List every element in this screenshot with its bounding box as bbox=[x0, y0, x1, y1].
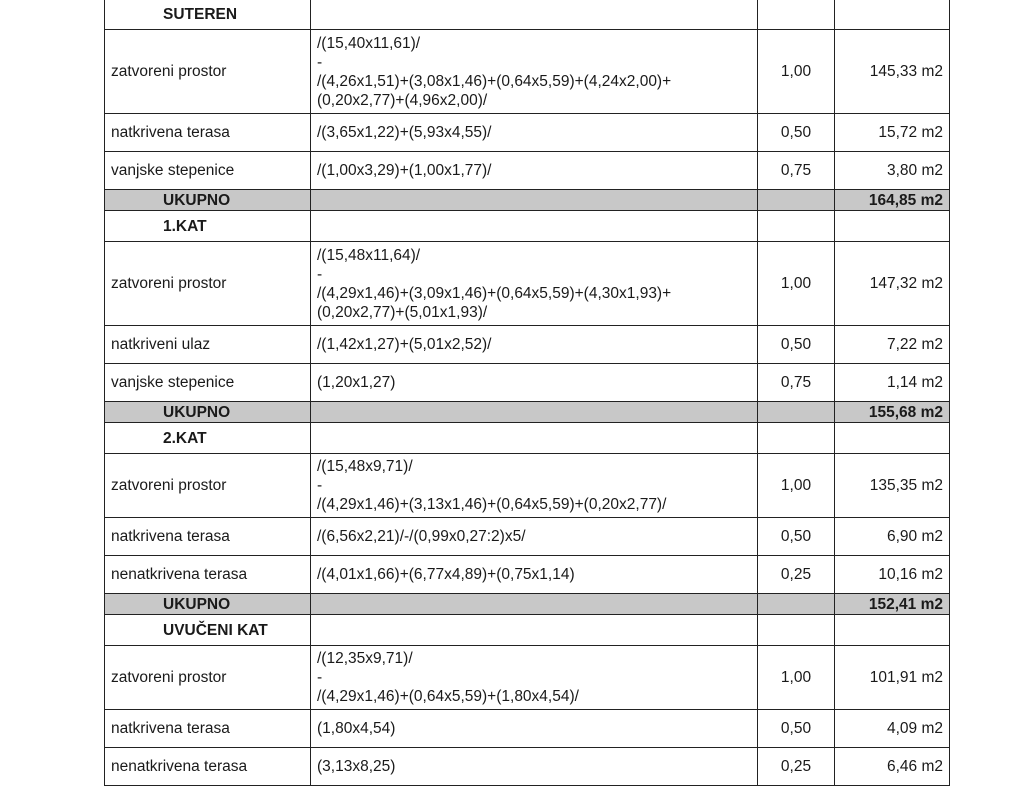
calculation-line: /(12,35x9,71)/ bbox=[317, 650, 413, 667]
coefficient-cell: 1,00 bbox=[758, 454, 835, 518]
section-header bbox=[105, 211, 950, 242]
table-row bbox=[105, 242, 950, 326]
table-row bbox=[105, 326, 950, 364]
calculation-cell bbox=[311, 326, 758, 364]
area-cell: 6,90 m2 bbox=[835, 518, 950, 556]
section-header-cell bbox=[311, 211, 758, 242]
space-name-cell: zatvoreni prostor bbox=[105, 454, 311, 518]
table-row bbox=[105, 518, 950, 556]
calculation-line: /(4,29x1,46)+(3,13x1,46)+(0,64x5,59)+(0,20x2,77)/ bbox=[317, 496, 667, 513]
section-title: UVUČENI KAT bbox=[105, 615, 311, 646]
calculation-line: /(15,48x11,64)/ bbox=[317, 246, 421, 264]
total-empty-cell bbox=[758, 402, 835, 423]
table-row bbox=[105, 114, 950, 152]
coefficient-cell: 0,50 bbox=[758, 326, 835, 364]
table-row bbox=[105, 748, 950, 786]
total-row bbox=[105, 594, 950, 615]
section-header-cell bbox=[311, 423, 758, 454]
space-name-cell: zatvoreni prostor bbox=[105, 242, 311, 326]
calculation-line: /(15,48x9,71)/ bbox=[317, 458, 413, 475]
calculation-cell bbox=[311, 242, 758, 326]
calculation-line: - bbox=[317, 53, 323, 71]
total-empty-cell bbox=[311, 190, 758, 211]
coefficient-cell: 0,25 bbox=[758, 556, 835, 594]
section-header-cell bbox=[835, 423, 950, 454]
area-cell: 7,22 m2 bbox=[835, 326, 950, 364]
section-header bbox=[105, 423, 950, 454]
calculation-line: /(4,26x1,51)+(3,08x1,46)+(0,64x5,59)+(4,24x2,00)+ bbox=[317, 72, 672, 90]
section-header bbox=[105, 0, 950, 30]
section-title: SUTEREN bbox=[105, 0, 311, 30]
area-table-body bbox=[105, 0, 950, 786]
area-cell: 147,32 m2 bbox=[835, 242, 950, 326]
total-row bbox=[105, 402, 950, 423]
area-cell: 1,14 m2 bbox=[835, 364, 950, 402]
calculation-line: - bbox=[317, 669, 323, 686]
calculation-line: (1,20x1,27) bbox=[317, 374, 396, 391]
calculation-cell bbox=[311, 454, 758, 518]
coefficient-cell: 1,00 bbox=[758, 30, 835, 114]
area-cell: 10,16 m2 bbox=[835, 556, 950, 594]
calculation-line: /(4,29x1,46)+(0,64x5,59)+(1,80x4,54)/ bbox=[317, 688, 579, 705]
total-empty-cell bbox=[758, 594, 835, 615]
coefficient-cell: 1,00 bbox=[758, 242, 835, 326]
coefficient-cell: 0,50 bbox=[758, 114, 835, 152]
area-cell: 135,35 m2 bbox=[835, 454, 950, 518]
section-header-cell bbox=[758, 0, 835, 30]
calculation-line: /(1,00x3,29)+(1,00x1,77)/ bbox=[317, 162, 492, 179]
calculation-line: /(15,40x11,61)/ bbox=[317, 34, 421, 52]
calculation-cell bbox=[311, 556, 758, 594]
total-empty-cell bbox=[311, 594, 758, 615]
total-label: UKUPNO bbox=[105, 594, 311, 615]
calculation-line: /(4,29x1,46)+(3,09x1,46)+(0,64x5,59)+(4,30x1,93)+ bbox=[317, 284, 672, 302]
total-row bbox=[105, 190, 950, 211]
section-header-cell bbox=[311, 615, 758, 646]
coefficient-cell: 1,00 bbox=[758, 646, 835, 710]
space-name-cell: natkrivena terasa bbox=[105, 518, 311, 556]
total-value: 164,85 m2 bbox=[835, 190, 950, 211]
coefficient-cell: 0,50 bbox=[758, 518, 835, 556]
area-cell: 101,91 m2 bbox=[835, 646, 950, 710]
total-label: UKUPNO bbox=[105, 190, 311, 211]
calculation-line: - bbox=[317, 477, 323, 494]
space-name-cell: nenatkrivena terasa bbox=[105, 556, 311, 594]
space-name-cell: zatvoreni prostor bbox=[105, 646, 311, 710]
table-row bbox=[105, 710, 950, 748]
area-cell: 15,72 m2 bbox=[835, 114, 950, 152]
space-name-cell: zatvoreni prostor bbox=[105, 30, 311, 114]
area-cell: 4,09 m2 bbox=[835, 710, 950, 748]
section-title: 1.KAT bbox=[105, 211, 311, 242]
coefficient-cell: 0,25 bbox=[758, 748, 835, 786]
space-name-cell: vanjske stepenice bbox=[105, 152, 311, 190]
space-name-cell: natkriveni ulaz bbox=[105, 326, 311, 364]
total-value: 155,68 m2 bbox=[835, 402, 950, 423]
calculation-cell bbox=[311, 114, 758, 152]
calculation-cell bbox=[311, 518, 758, 556]
calculation-line: (0,20x2,77)+(5,01x1,93)/ bbox=[317, 303, 488, 321]
space-name-cell: nenatkrivena terasa bbox=[105, 748, 311, 786]
calculation-cell bbox=[311, 364, 758, 402]
coefficient-cell: 0,50 bbox=[758, 710, 835, 748]
section-header-cell bbox=[835, 211, 950, 242]
coefficient-cell: 0,75 bbox=[758, 364, 835, 402]
calculation-line: (0,20x2,77)+(4,96x2,00)/ bbox=[317, 91, 488, 109]
calculation-line: /(4,01x1,66)+(6,77x4,89)+(0,75x1,14) bbox=[317, 566, 575, 583]
area-cell: 3,80 m2 bbox=[835, 152, 950, 190]
section-header-cell bbox=[758, 423, 835, 454]
calculation-cell bbox=[311, 710, 758, 748]
table-row bbox=[105, 556, 950, 594]
calculation-line: (3,13x8,25) bbox=[317, 758, 396, 775]
area-cell: 6,46 m2 bbox=[835, 748, 950, 786]
calculation-line: /(6,56x2,21)/-/(0,99x0,27:2)x5/ bbox=[317, 528, 526, 545]
total-empty-cell bbox=[311, 402, 758, 423]
section-header-cell bbox=[835, 615, 950, 646]
section-header-cell bbox=[835, 0, 950, 30]
space-name-cell: natkrivena terasa bbox=[105, 710, 311, 748]
calculation-line: - bbox=[317, 265, 323, 283]
table-row bbox=[105, 364, 950, 402]
section-header-cell bbox=[311, 0, 758, 30]
section-header-cell bbox=[758, 211, 835, 242]
table-row bbox=[105, 152, 950, 190]
total-value: 152,41 m2 bbox=[835, 594, 950, 615]
calculation-line: /(1,42x1,27)+(5,01x2,52)/ bbox=[317, 336, 492, 353]
table-row bbox=[105, 30, 950, 114]
calculation-cell bbox=[311, 748, 758, 786]
table-row bbox=[105, 646, 950, 710]
section-header-cell bbox=[758, 615, 835, 646]
space-name-cell: natkrivena terasa bbox=[105, 114, 311, 152]
coefficient-cell: 0,75 bbox=[758, 152, 835, 190]
section-title: 2.KAT bbox=[105, 423, 311, 454]
calculation-line: /(3,65x1,22)+(5,93x4,55)/ bbox=[317, 124, 492, 141]
section-header bbox=[105, 615, 950, 646]
total-empty-cell bbox=[758, 190, 835, 211]
calculation-cell bbox=[311, 646, 758, 710]
calculation-cell bbox=[311, 30, 758, 114]
area-table bbox=[104, 0, 950, 786]
space-name-cell: vanjske stepenice bbox=[105, 364, 311, 402]
table-row bbox=[105, 454, 950, 518]
area-cell: 145,33 m2 bbox=[835, 30, 950, 114]
calculation-cell bbox=[311, 152, 758, 190]
calculation-line: (1,80x4,54) bbox=[317, 720, 396, 737]
total-label: UKUPNO bbox=[105, 402, 311, 423]
